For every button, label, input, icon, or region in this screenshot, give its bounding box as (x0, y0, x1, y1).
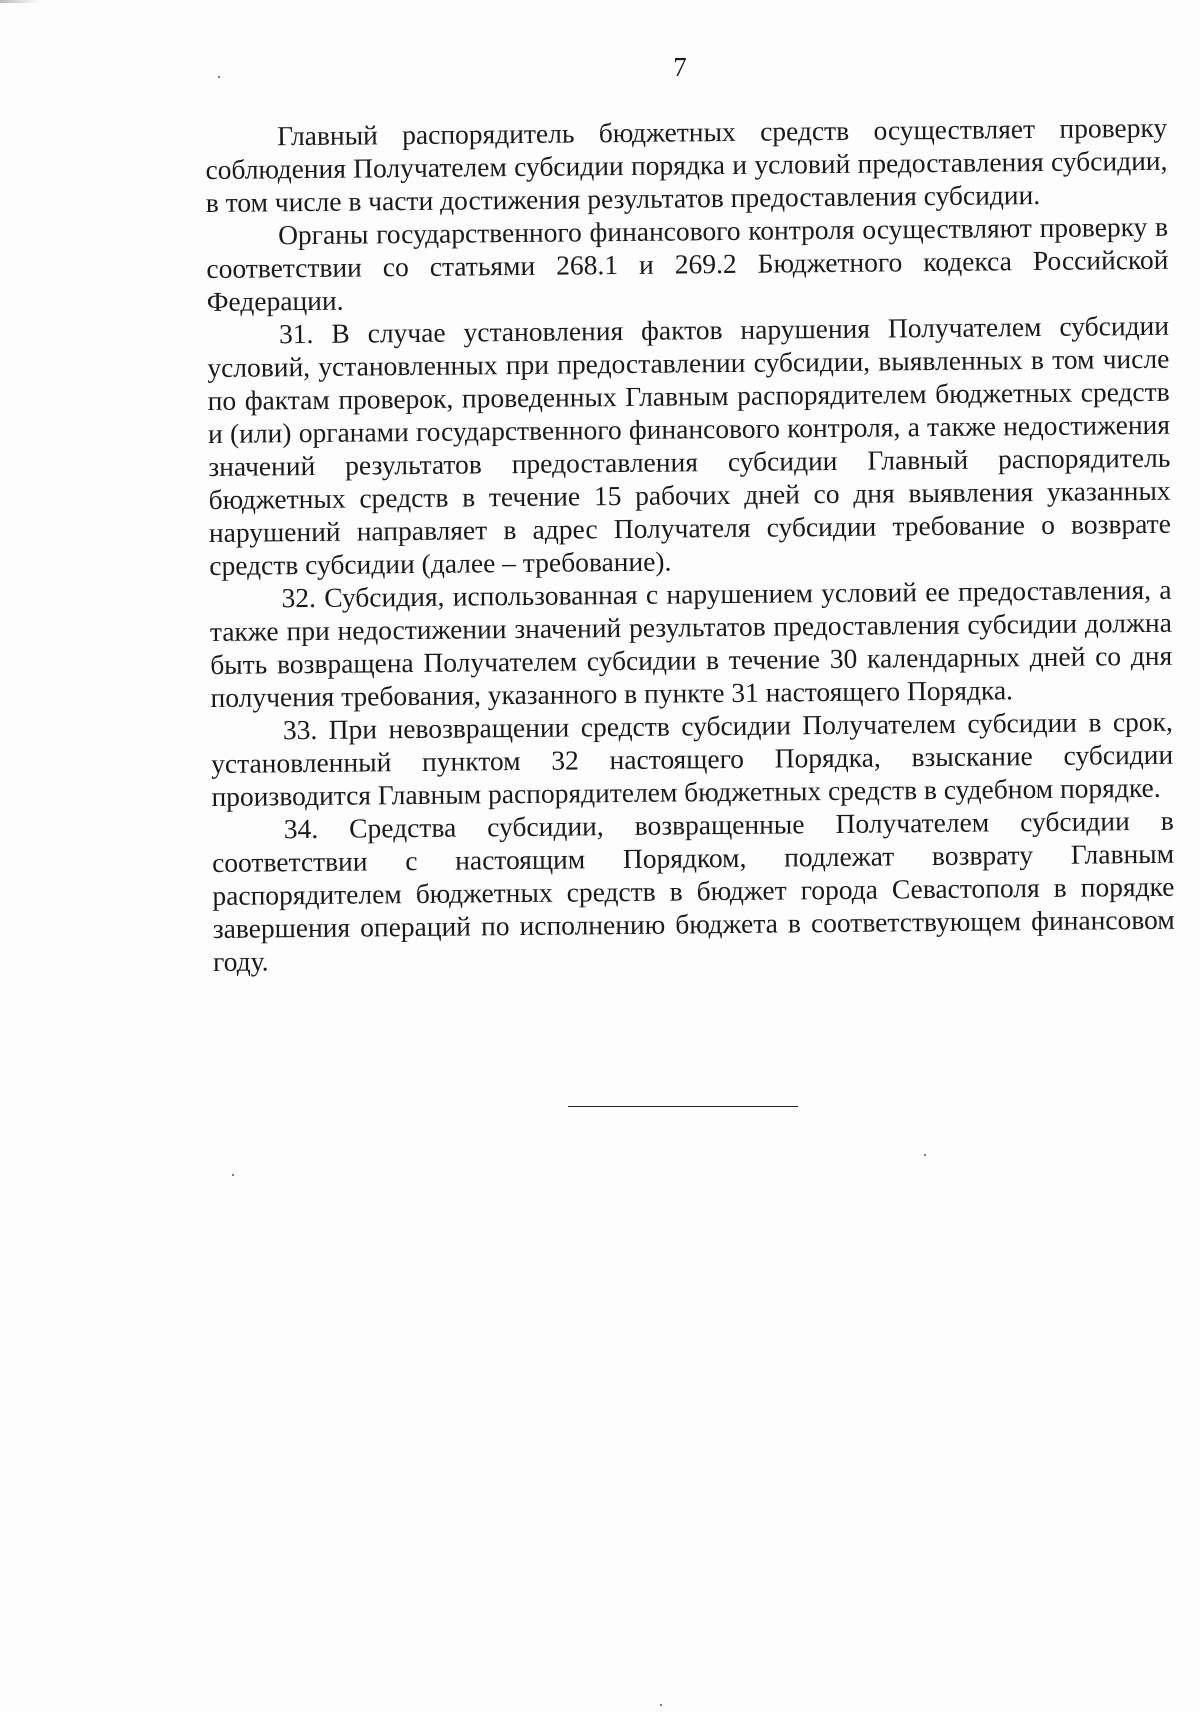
scan-speck (232, 1174, 234, 1176)
paragraph-audit-control: Главный распорядитель бюджетных средств осуществляет проверку соблюдения Получателем субсидии порядка и условий предоставления субсидии, в том числе в части достижения результатов предоставления субсидии. (205, 111, 1168, 218)
scan-edge-mark (0, 0, 40, 3)
scan-speck (218, 76, 220, 78)
scan-speck (660, 1704, 662, 1706)
scan-speck (924, 1154, 926, 1156)
paragraph-34: 34. Средства субсидии, возвращенные Получателем субсидии в соответствии с настоящим Порядком, подлежат возврату Главным распорядителем бюджетных средств в бюджет города Севастополя в порядке завершения операций по исполнению бюджета в соответствующем финансовом году. (211, 804, 1175, 977)
paragraph-financial-control: Органы государственного финансового контроля осуществляют проверку в соответствии со статьями 268.1 и 269.2 Бюджетного кодекса Российской Федерации. (206, 210, 1169, 317)
paragraph-31: 31. В случае установления фактов нарушения Получателем субсидии условий, установленных при предоставлении субсидии, выявленных в том числе по фактам проверок, проведенных Главным распорядителем бюджетных средств и (или) органами государственного финансового контроля, а также недостижения значений результатов предоставления субсидии Главный распорядитель бюджетных средств в течение 15 рабочих дней со дня выявления указанных нарушений направляет в адрес Получателя субсидии требование о возврате средств субсидии (далее – требование). (207, 309, 1172, 581)
paragraph-33: 33. При невозвращении средств субсидии Получателем субсидии в срок, установленный пунктом 32 настоящего Порядка, взыскание субсидии производится Главным распорядителем бюджетных средств в судебном порядке. (211, 705, 1174, 812)
end-of-text-rule (568, 1106, 798, 1107)
paragraph-32: 32. Субсидия, использованная с нарушением условий ее предоставления, а также при недостижении значений результатов предоставления субсидии должна быть возвращена Получателем субсидии в течение 30 календарных дней со дня получения требования, указанного в пункте 31 настоящего Порядка. (209, 573, 1173, 713)
page-number: 7 (673, 52, 687, 82)
document-body (205, 111, 1175, 978)
